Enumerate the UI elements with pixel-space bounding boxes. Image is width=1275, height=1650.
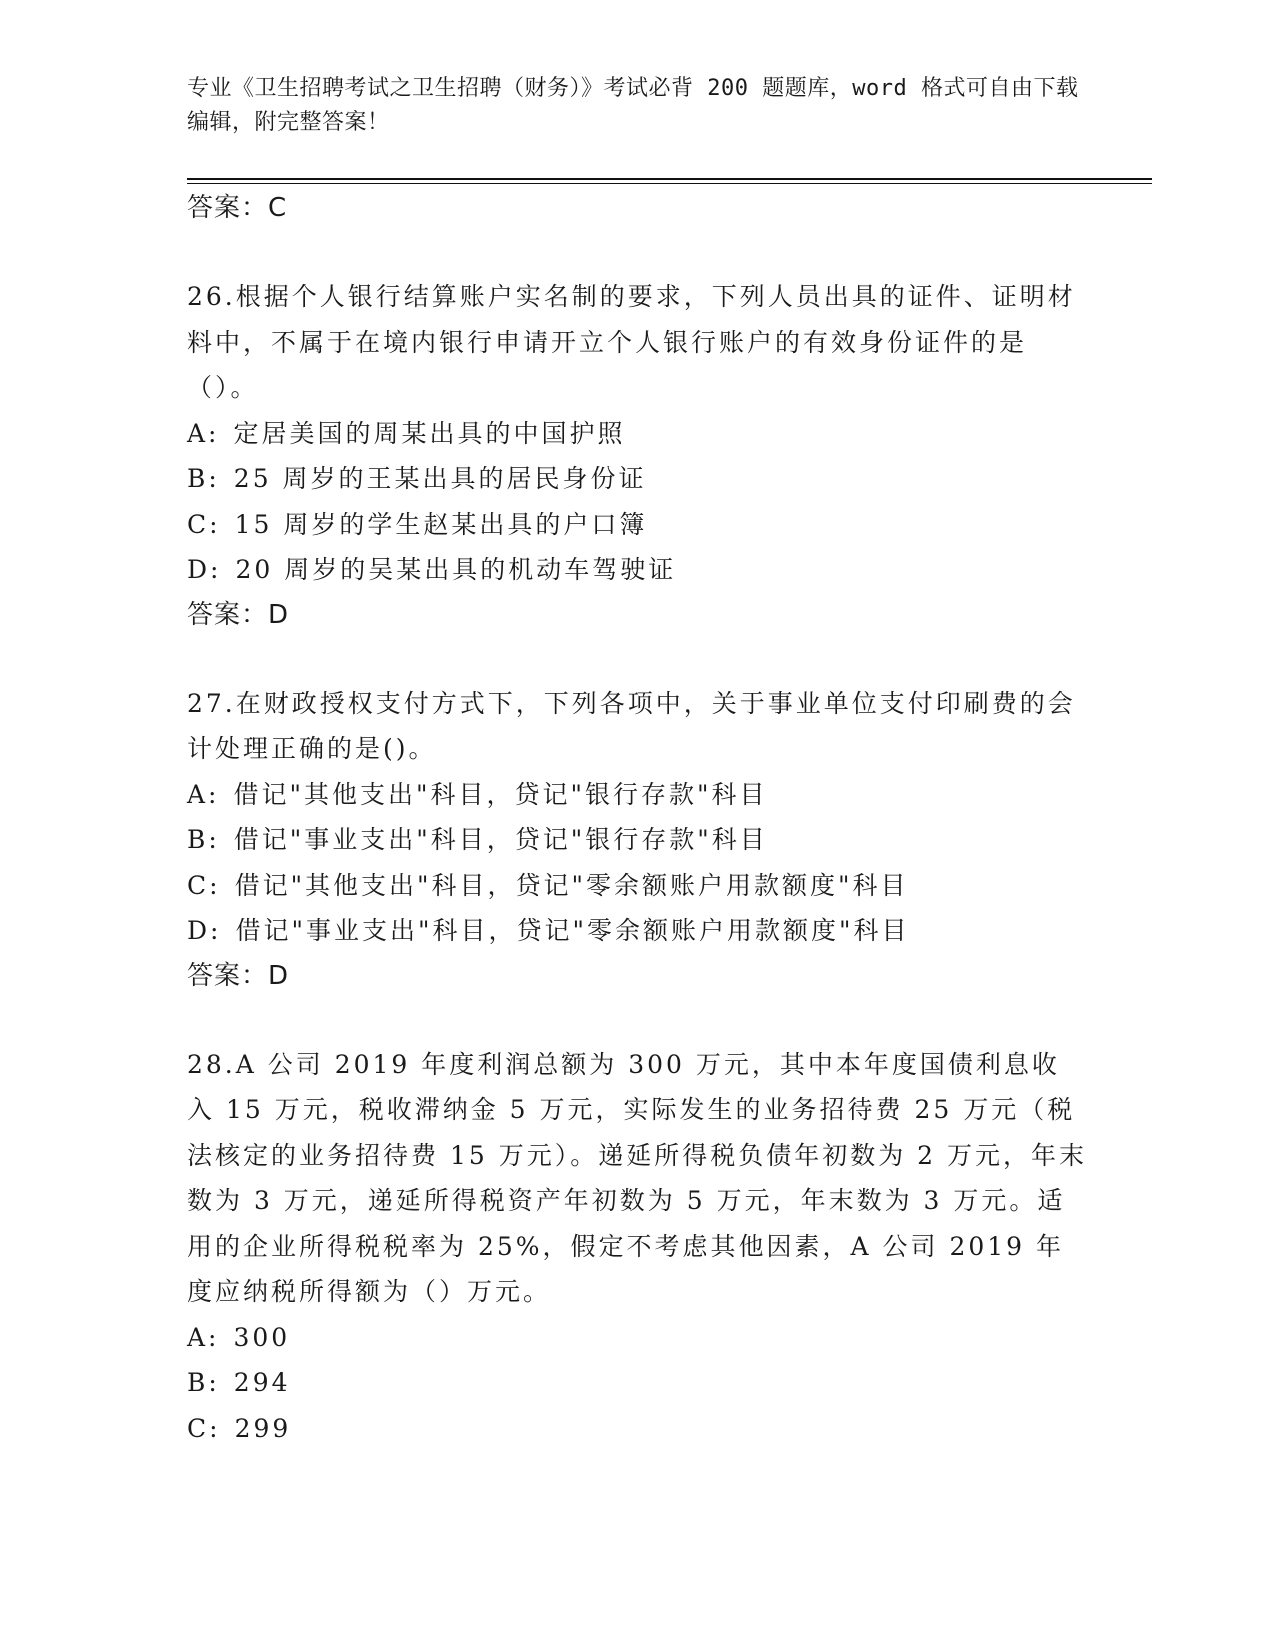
option-key: A: bbox=[187, 418, 220, 448]
option-key: B: bbox=[187, 1368, 220, 1397]
question-stem: 28.A 公司 2019 年度利润总额为 300 万元，其中本年度国债利息收入 15 万元，税收滞纳金 5 万元，实际发生的业务招待费 25 万元（税法核定的业务招待费 15 万元）。递延所得税负债年初数为 2 万元，年末数为 3 万元，递延所得税资产年初数为 5 万元，年末数为 3 万元。适用的企业所得税税率为 25%，假定不考虑其他因素，A 公司 2019 年度应纳税所得额为（）万元。 bbox=[187, 1049, 1088, 1306]
question-27 bbox=[187, 681, 1087, 998]
option-text: 借记"其他支出"科目，贷记"银行存款"科目 bbox=[233, 779, 768, 809]
option-c bbox=[187, 863, 1087, 909]
option-a bbox=[187, 772, 1087, 818]
option-d bbox=[187, 547, 1087, 593]
option-text: 20 周岁的吴某出具的机动车驾驶证 bbox=[235, 555, 677, 584]
header-rule-thin bbox=[187, 183, 1152, 184]
option-a bbox=[187, 1315, 1087, 1361]
question-answer: 答案：D bbox=[187, 599, 290, 630]
option-key: A: bbox=[187, 779, 220, 809]
document-header: 专业《卫生招聘考试之卫生招聘（财务）》考试必背 200 题题库，word 格式可自由下载编辑，附完整答案！ bbox=[187, 76, 1079, 135]
option-key: C: bbox=[187, 870, 221, 900]
option-text: 借记"事业支出"科目，贷记"零余额账户用款额度"科目 bbox=[235, 916, 910, 945]
option-c bbox=[187, 1406, 1087, 1452]
option-text: 定居美国的周某出具的中国护照 bbox=[233, 418, 626, 448]
question-list bbox=[187, 186, 1087, 1451]
question-stem: 26.根据个人银行结算账户实名制的要求，下列人员出具的证件、证明材料中，不属于在境内银行申请开立个人银行账户的有效身份证件的是（）。 bbox=[187, 282, 1076, 402]
option-key: A: bbox=[187, 1322, 220, 1352]
option-key: B: bbox=[187, 825, 220, 854]
option-a bbox=[187, 411, 1087, 457]
previous-answer: 答案：C bbox=[187, 193, 288, 223]
option-key: C: bbox=[187, 509, 221, 539]
question-28 bbox=[187, 1042, 1087, 1452]
question-answer: 答案：D bbox=[187, 960, 290, 991]
question-26 bbox=[187, 274, 1087, 637]
option-key: B: bbox=[187, 464, 220, 493]
option-text: 25 周岁的王某出具的居民身份证 bbox=[233, 464, 647, 493]
question-stem: 27.在财政授权支付方式下，下列各项中，关于事业单位支付印刷费的会计处理正确的是()。 bbox=[187, 688, 1076, 763]
option-key: D: bbox=[187, 916, 222, 945]
option-b bbox=[187, 1360, 1087, 1406]
option-text: 300 bbox=[233, 1322, 291, 1352]
option-b bbox=[187, 817, 1087, 863]
option-c bbox=[187, 502, 1087, 548]
spacer bbox=[187, 637, 1087, 681]
option-key: C: bbox=[187, 1413, 221, 1443]
option-text: 借记"其他支出"科目，贷记"零余额账户用款额度"科目 bbox=[234, 870, 909, 900]
option-text: 借记"事业支出"科目，贷记"银行存款"科目 bbox=[233, 825, 768, 854]
option-text: 15 周岁的学生赵某出具的户口簿 bbox=[234, 509, 648, 539]
option-key: D: bbox=[187, 555, 222, 584]
option-text: 299 bbox=[234, 1413, 292, 1443]
option-d bbox=[187, 908, 1087, 954]
header-rule-thick bbox=[187, 178, 1152, 180]
spacer bbox=[187, 998, 1087, 1042]
option-b bbox=[187, 456, 1087, 502]
spacer bbox=[187, 230, 1087, 274]
option-text: 294 bbox=[233, 1368, 291, 1397]
